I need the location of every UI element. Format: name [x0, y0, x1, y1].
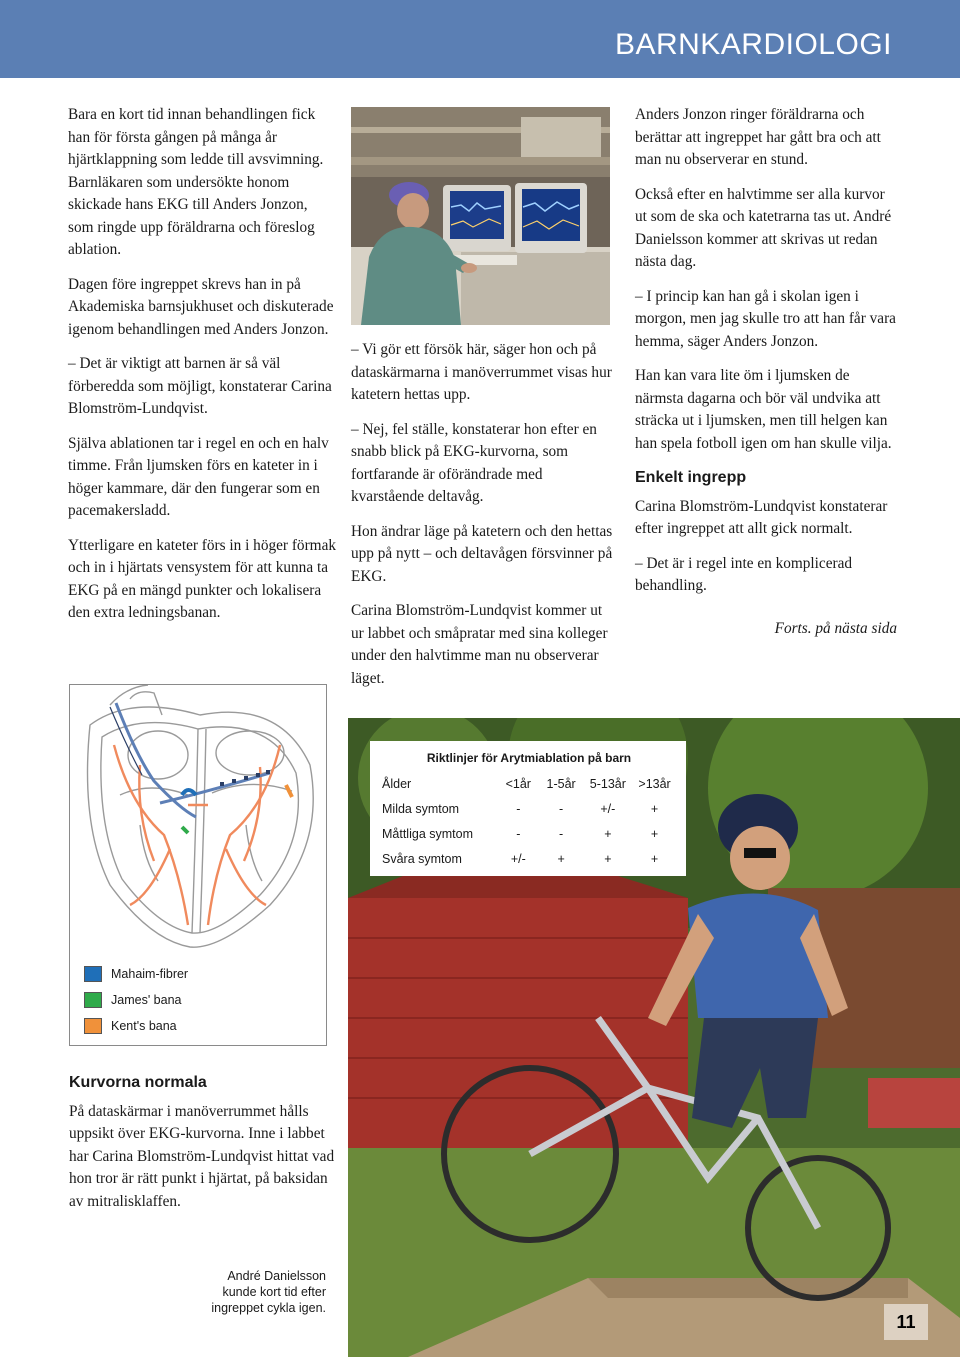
table-cell: <1år [505, 776, 531, 791]
paragraph: Carina Blomström-Lundqvist kommer ut ur labbet och småpratar med sina kolleger under den halvtimme man nu observerar läget. [351, 602, 608, 687]
table-row [382, 846, 676, 871]
column-2 [351, 339, 613, 702]
table-cell: + [604, 826, 612, 841]
table-cell: - [559, 801, 564, 816]
paragraph: – Nej, fel ställe, konstaterar hon efter en snabb blick på EKG-kurvorna, som fortfarande är oförändrade med kvarstående deltavåg. [351, 420, 597, 505]
table-row [382, 796, 676, 821]
table-cell: Ålder [382, 776, 412, 791]
legend-item [84, 1013, 188, 1039]
legend-swatch-green [84, 992, 102, 1008]
paragraph: På dataskärmar i manöverrummet hålls uppsikt över EKG-kurvorna. Inne i labbet har Carina Blomström-Lundqvist hittat vad hon tror är rätt punkt i hjärtat, på baksidan av mitralisklaffen. [69, 1102, 335, 1210]
paragraph: Ytterligare en kateter förs in i höger förmak och in i hjärtats vensystem för att kunna ta EKG på en mängd punkter och lokalisera den extra ledningsbanan. [68, 536, 337, 621]
table-cell: +/- [510, 851, 526, 866]
paragraph: Hon ändrar läge på katetern och den hettas upp på nytt – och deltavågen försvinner på EKG. [351, 522, 613, 585]
page-number: 11 [884, 1304, 928, 1340]
paragraph: – Det är i regel inte en komplicerad behandling. [635, 554, 853, 594]
table-cell: Milda symtom [382, 801, 460, 816]
subheading: Kurvorna normala [69, 1074, 207, 1091]
table-cell: Svåra symtom [382, 851, 462, 866]
paragraph: – Det är viktigt att barnen är så väl förberedda som möjligt, konstaterar Carina Blomström-Lundqvist. [68, 355, 332, 417]
legend-swatch-orange [84, 1018, 102, 1034]
table-cell: >13år [638, 776, 671, 791]
subheading: Enkelt ingrepp [635, 469, 747, 486]
table-cell: 1-5år [546, 776, 576, 791]
table-cell: + [650, 851, 659, 866]
continued-note: Forts. på nästa sida [774, 619, 897, 637]
legend-item [84, 961, 188, 987]
paragraph: Anders Jonzon ringer föräldrarna och berättar att ingreppet har gått bra och att man nu observerar en stund. [635, 106, 881, 168]
paragraph: Bara en kort tid innan behandlingen fick han för första gången på många år hjärtklappning som ledde till avsvimning. Barnläkaren som undersökte honom skickade hans EKG till Anders Jonzon, som ringde upp föräldrarna och föreslog ablation. [68, 106, 324, 258]
table-cell: + [557, 851, 565, 866]
guidelines-table [370, 741, 686, 876]
paragraph: Dagen före ingreppet skrevs han in på Akademiska barnsjukhuset och diskuterade igenom behandlingen med Anders Jonzon. [68, 275, 334, 338]
paragraph: Själva ablationen tar i regel en och en halv timme. Från ljumsken förs en kateter in i höger kammare, där den fungerar som en pacemakersladd. [68, 434, 329, 519]
table-cell: + [650, 826, 659, 841]
table-cell: +/- [600, 801, 616, 816]
section-title: BARNKARDIOLOGI [614, 28, 892, 61]
table-cell: - [516, 826, 521, 841]
table-cell: Måttliga symtom [382, 826, 473, 841]
paragraph: – Vi gör ett försök här, säger hon och på dataskärmarna i manöverrummet visas hur katetern hettas upp. [351, 341, 612, 403]
table-row [382, 821, 676, 846]
table-header-row [382, 771, 676, 796]
legend-label: Kent's bana [111, 1019, 177, 1033]
photo-caption: André Danielsson kunde kort tid efter ingreppet cykla igen. [211, 1269, 326, 1315]
heart-illustration [70, 685, 326, 955]
table-cell: 5-13år [589, 776, 626, 791]
table-cell: + [650, 801, 659, 816]
column-1 [68, 104, 336, 637]
legend-label: Mahaim-fibrer [111, 967, 189, 981]
paragraph: Också efter en halvtimme ser alla kurvor ut som de ska och katetrarna tas ut. André Danielsson kommer att skrivas ut redan nästa dag. [635, 185, 892, 270]
paragraph: Han kan vara lite öm i ljumsken de närmsta dagarna och bör väl undvika att sträcka ut i ljumsken, men till helgen kan han spela fotboll igen om han skulle vilja. [635, 367, 892, 452]
legend-item [84, 987, 188, 1013]
legend-label: James' bana [111, 993, 182, 1007]
table-title: Riktlinjer för Arytmiablation på barn [426, 751, 632, 765]
column-3 [635, 104, 897, 640]
control-room-photo [351, 107, 610, 325]
heart-diagram [69, 684, 327, 1046]
table-cell: + [604, 851, 612, 866]
table-cell: - [516, 801, 521, 816]
paragraph: Carina Blomström-Lundqvist konstaterar efter ingreppet att allt gick normalt. [635, 497, 888, 537]
table-cell: - [559, 826, 564, 841]
paragraph: – I princip kan han gå i skolan igen i morgon, men jag skulle tro att han får vara hemma, säger Anders Jonzon. [635, 287, 896, 350]
diagram-legend [84, 961, 188, 1039]
section-curves [69, 1068, 337, 1213]
legend-swatch-blue [84, 966, 102, 982]
